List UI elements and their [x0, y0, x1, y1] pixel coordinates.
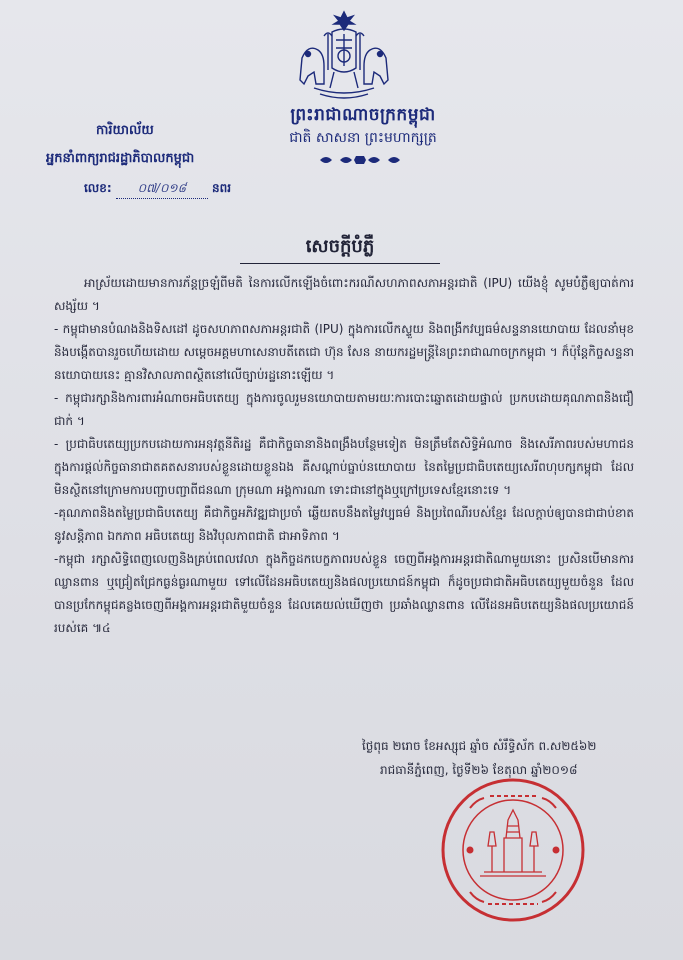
royal-arms-emblem	[294, 10, 394, 102]
body-paragraph: - កម្ពុជារក្សានិងការពារអំណាចអធិបតេយ្យ ក្នុងការចូលរួមនយោបាយតាមរយៈការបោះឆ្នោតដោយផ្ទាល់ ប្រកបដោយគុណភាពនិងជឿជាក់ ។	[54, 391, 634, 428]
national-motto: ជាតិ សាសនា ព្រះមហាក្សត្រ	[289, 130, 437, 146]
reference-suffix: នពរ	[212, 181, 232, 195]
document-title: សេចក្ដីបំភ្លឺ	[240, 234, 440, 264]
reference-number	[84, 180, 284, 199]
body-paragraph: - កម្ពុជាមានបំណងនិងទិសដៅ ដូចសហភាពសភាអន្តរជាតិ (IPU) ក្នុងការលើកស្ទួយ និងពង្រីកវប្បធម៌សន្ទនានយោបាយ ដែលនាំមុខនិងបង្កើតបានរួចហើយដោយ សម្ដេចអគ្គមហាសេនាបតីតេជោ ហ៊ុន សែន នាយករដ្ឋមន្ត្រីនៃព្រះរាជាណាចក្រកម្ពុជា ។ ក៏ប៉ុន្តែកិច្ចសន្ទនានយោបាយនេះ គ្មានវិសាលភាពស្ថិតនៅលើច្បាប់រដ្ឋនោះឡើយ ។	[54, 322, 634, 382]
body-paragraph: -កម្ពុជា រក្សាសិទ្ធិពេញលេញនិងគ្រប់ពេលវេលា ក្នុងកិច្ចដកបេក្ខភាពរបស់ខ្លួន ចេញពីអង្គការអន្តរជាតិណាមួយនោះ ប្រសិនបើមានការឈ្លានពាន ឬជ្រៀតជ្រែកធ្ងន់ធ្ងរណាមួយ ទៅលើដែនអធិបតេយ្យនិងផលប្រយោជន៍កម្ពុជា ក៏ដូចប្រជាជាតិអធិបតេយ្យមួយចំនួន ដែលបានប្រកែកម្ពុជគន្លងចេញពីអង្គការអន្តរជាតិមួយចំនួន ដែលគេយល់ឃើញថា ប្រឆាំងឈ្លានពាន លើដែនអធិបតេយ្យនិងផលប្រយោជន៍របស់គេ ៕៤	[54, 552, 634, 635]
motto-ornament	[300, 154, 420, 169]
office-department: អ្នកនាំពាក្យរាជរដ្ឋាភិបាលកម្ពុជា	[46, 151, 195, 166]
document-body	[54, 272, 634, 640]
reference-value: ០៧/០១៨	[116, 180, 208, 199]
solar-date: រាជធានីភ្នំពេញ, ថ្ងៃទី២៦ ខែតុលា ឆ្នាំ២០១៨	[380, 763, 578, 777]
kingdom-title: ព្រះរាជាណាចក្រកម្ពុជា	[290, 105, 436, 125]
body-paragraph: - ប្រជាធិបតេយ្យប្រកបដោយការអនុវត្តនីតិរដ្ឋ គឺជាកិច្ចធានានិងពង្រឹងបន្ថែមទៀត មិនត្រឹមតែសិទ្ធិអំណាច និងសេរីភាពរបស់មហាជន ក្នុងការផ្ដល់កិច្ចធានាជាតគតសនារបស់ខ្លួនដោយខ្លួនឯង គឺសណ្ដាប់ធ្នាប់នយោបាយ នៃតម្លៃប្រជាធិបតេយ្យសេរីពហុបក្សកម្ពុជា ដែលមិនស្ថិតនៅក្រោមការបញ្ជាបញ្ជាពីជនណា ក្រុមណា អង្គការណា ទោះជានៅក្នុងឬក្រៅប្រទេសខ្មែរនោះទេ ។	[54, 437, 634, 497]
body-paragraph-intro: អាស្រ័យដោយមានការភ័ន្តច្រឡំពីមតិ នៃការលើកឡើងចំពោះករណីសហភាពសភាអន្តរជាតិ (IPU) យើងខ្ញុំ សូមបំភ្លឺឲ្យបាត់ការសង្ស័យ ។	[54, 276, 634, 313]
lunar-date: ថ្ងៃពុធ ២រោច ខែអស្សុជ ឆ្នាំច សំរឹទ្ធិស័ក ព.ស២៥៦២	[362, 739, 597, 753]
official-seal-stamp	[440, 776, 586, 924]
office-label: ការិយាល័យ	[96, 123, 154, 138]
reference-label: លេខ:	[84, 181, 112, 195]
body-paragraph: -គុណភាពនិងតម្លៃប្រជាធិបតេយ្យ គឺជាកិច្ចអភិវឌ្ឍជាប្រចាំ ឆ្លើយតបនឹងតម្លៃវប្បធម៌ និងប្រពៃណីរបស់ខ្មែរ ដែលក្ដាប់ឲ្យបានជាជាប់ខាតនូវសន្តិភាព ឯកភាព អធិបតេយ្យ និងវិបុលភាពជាតិ ជាអាទិភាព ។	[54, 506, 634, 543]
